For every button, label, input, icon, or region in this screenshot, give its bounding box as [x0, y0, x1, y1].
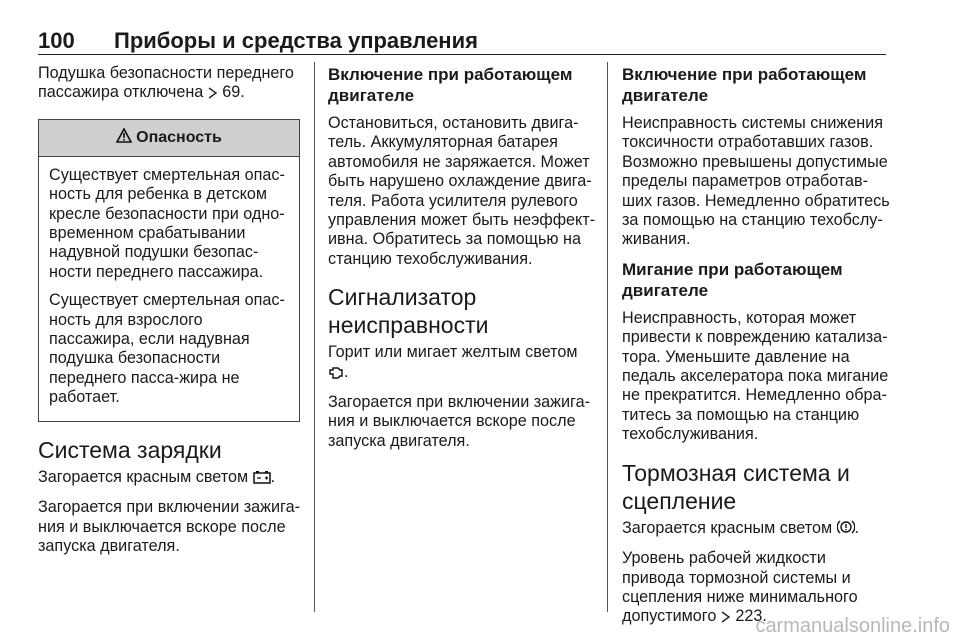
page-header	[38, 28, 886, 55]
brake-fluid-text: Уровень рабочей жидкости привода тормозной системы и сцепления ниже минимального допустимого 223.	[622, 549, 892, 629]
malfunction-desc: Загорается при включении зажига-ния и выключается вскоре после запуска двигателя.	[328, 393, 590, 450]
danger-para-adult: Существует смертельная опас-ность для взрослого пассажира, если надувная подушка безопасности переднего пасса-жира не работает.	[49, 291, 285, 407]
brake-heading: Тормозная система и сцепление	[622, 459, 850, 514]
chapter-title: Приборы и средства управления	[114, 28, 478, 53]
danger-title: Опасность	[136, 129, 222, 147]
brake-icon	[837, 519, 855, 540]
malfunction-light-text: Горит или мигает желтым светом .	[328, 343, 596, 384]
running-engine-text: Остановиться, остановить двига-тель. Аккумуляторная батарея автомобиля не заряжается. Может быть нарушено охлаждение двига-теля. Работа усилителя рулевого управления может быть неэффект-ивна. Обратитесь за помощью на станцию техобслуживания.	[328, 114, 596, 268]
column-1	[38, 64, 300, 565]
charging-heading: Система зарядки	[38, 436, 222, 463]
battery-icon	[253, 470, 271, 489]
column-divider-2	[607, 62, 608, 612]
catalyst-fault-text: Неисправность, которая может привести к повреждению катализа-тора. Уменьшите давление на педаль акселератора пока мигание не прекратится. Немедленно обра-титесь за помощью на станцию техобслуживания.	[622, 308, 889, 444]
danger-box	[38, 119, 300, 422]
charging-light-text: Загорается красным светом .	[38, 468, 300, 489]
blinking-heading: Мигание при работающем двигателе	[622, 259, 843, 300]
running-engine-heading: Включение при работающем двигателе	[328, 65, 573, 105]
malfunction-heading: Сигнализатор неисправности	[328, 284, 489, 339]
page-reference[interactable]: 223.	[735, 607, 767, 626]
danger-header	[39, 120, 299, 157]
running-engine-heading-2: Включение при работающем двигателе	[622, 65, 867, 105]
page-reference[interactable]: 69.	[222, 83, 245, 102]
page-ref-arrow-icon	[721, 609, 731, 628]
column-3	[622, 64, 892, 638]
page-ref-arrow-icon	[208, 85, 218, 104]
charging-desc: Загорается при включении зажига-ния и выключается вскоре после запуска двигателя.	[38, 498, 300, 555]
danger-para-child: Существует смертельная опас-ность для ребенка в детском кресле безопасности при одно-временном срабатывании надувной подушки безопас-ности переднего пассажира.	[49, 165, 285, 281]
brake-light-text: Загорается красным светом .	[622, 519, 892, 540]
column-2	[328, 64, 596, 460]
engine-icon	[328, 365, 344, 384]
column-divider-1	[314, 62, 315, 612]
page-number: 100	[38, 28, 75, 53]
watermark: carmanualsonline.info	[755, 615, 950, 637]
airbag-off-text: Подушка безопасности переднего пассажира отключена 69.	[38, 64, 300, 105]
emission-fault-text: Неисправность системы снижения токсичности отработавших газов. Возможно превышены допустимые пределы параметров отработав-ших газов. Немедленно обратитесь за помощью на станцию техобслу-живания.	[622, 114, 890, 249]
warning-triangle-icon	[116, 128, 132, 148]
